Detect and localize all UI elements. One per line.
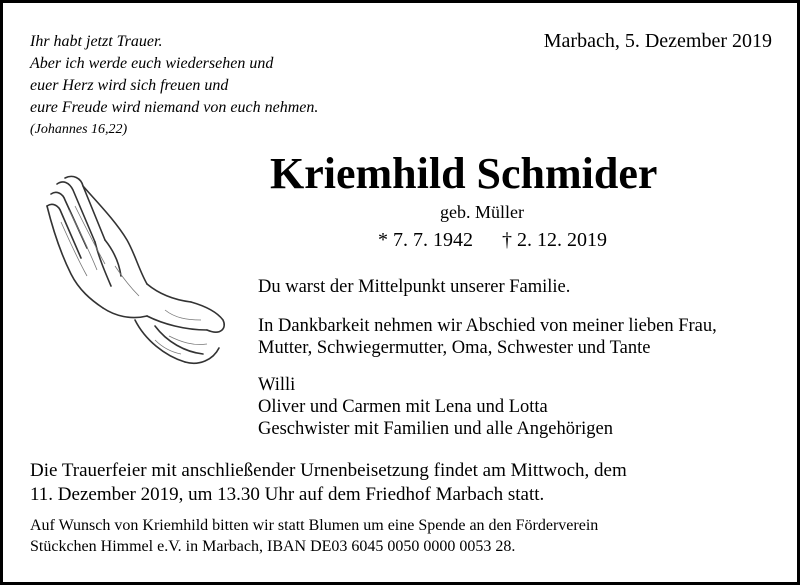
life-dates <box>378 229 607 252</box>
farewell-line: Mutter, Schwiegermutter, Oma, Schwester und Tante <box>258 338 651 358</box>
donation-request <box>30 515 598 557</box>
funeral-line: Die Trauerfeier mit anschließender Urnenbeisetzung findet am Mittwoch, dem <box>30 460 627 481</box>
verse-line: eure Freude wird niemand von euch nehmen. <box>30 99 319 116</box>
donation-line: Stückchen Himmel e.V. in Marbach, IBAN DE03 6045 0050 0000 0053 28. <box>30 538 516 555</box>
message-line: Du warst der Mittelpunkt unserer Familie. <box>258 277 571 297</box>
verse-reference: (Johannes 16,22) <box>30 122 128 137</box>
place-date: Marbach, 5. Dezember 2019 <box>543 30 772 52</box>
birth-date: * 7. 7. 1942 <box>378 229 473 251</box>
mourners-list <box>258 374 613 440</box>
mourner: Geschwister mit Familien und alle Angehörigen <box>258 419 614 439</box>
family-message <box>258 276 570 298</box>
verse-line: Ihr habt jetzt Trauer. <box>30 33 163 50</box>
mourner: Willi <box>258 375 296 395</box>
maiden-name: geb. Müller <box>440 202 524 222</box>
bible-verse <box>30 31 430 141</box>
verse-line: euer Herz wird sich freuen und <box>30 77 229 94</box>
farewell-line: In Dankbarkeit nehmen wir Abschied von meiner lieben Frau, <box>258 316 717 336</box>
death-date: † 2. 12. 2019 <box>502 229 607 251</box>
verse-line: Aber ich werde euch wiedersehen und <box>30 55 274 72</box>
funeral-line: 11. Dezember 2019, um 13.30 Uhr auf dem Friedhof Marbach statt. <box>30 484 545 505</box>
deceased-name: Kriemhild Schmider <box>270 149 658 198</box>
funeral-notice <box>30 459 627 507</box>
donation-line: Auf Wunsch von Kriemhild bitten wir statt Blumen um eine Spende an den Förderverein <box>30 517 599 534</box>
farewell-text <box>258 315 717 359</box>
mourner: Oliver und Carmen mit Lena und Lotta <box>258 397 548 417</box>
praying-hands-icon <box>35 170 235 370</box>
